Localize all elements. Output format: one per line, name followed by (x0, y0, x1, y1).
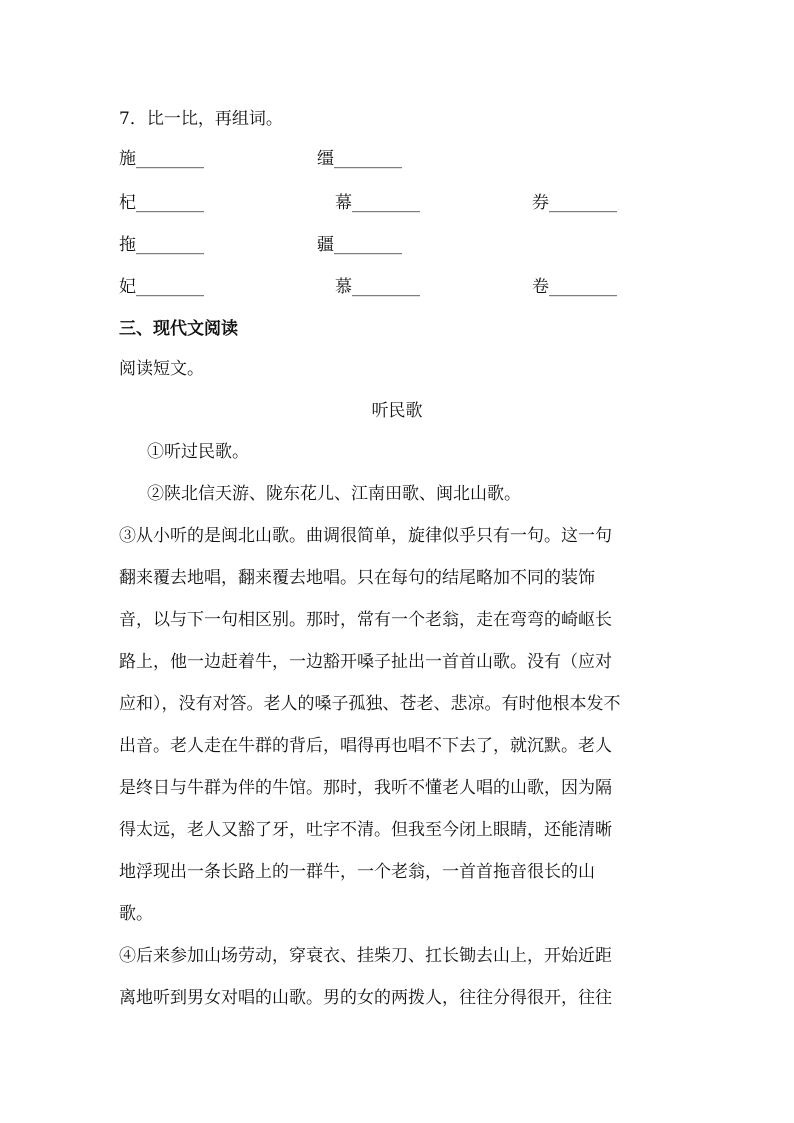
paragraph-3-line: 是终日与牛群为伴的牛馆。那时，我听不懂老人唱的山歌，因为隔 (119, 778, 612, 798)
reading-instruction: 阅读短文。 (119, 359, 204, 379)
paragraph-3-line: 音，以与下一句相区别。那时，常有一个老翁，走在弯弯的崎岖长 (119, 610, 612, 630)
paragraph-1: ①听过民歌。 (147, 442, 249, 462)
word-blank-qi: 杞________ (119, 193, 204, 213)
paragraph-3-line: 歌。 (119, 904, 153, 924)
paragraph-3-line: 地浮现出一条长路上的一群牛，一个老翁，一首首拖音很长的山 (119, 862, 595, 882)
paragraph-3-line: 翻来覆去地唱，翻来覆去地唱。只在每句的结尾略加不同的装饰 (119, 568, 595, 588)
paragraph-3-line: 出音。老人走在牛群的背后，唱得再也唱不下去了，就沉默。老人 (119, 736, 612, 756)
word-blank-shi: 施________ (119, 149, 204, 169)
paragraph-3-line: 路上，他一边赶着牛，一边豁开嗓子扯出一首首山歌。没有（应对 (119, 652, 612, 672)
word-blank-juan: 卷________ (532, 277, 617, 297)
article-title: 听民歌 (371, 401, 423, 421)
word-blank-tuo: 拖________ (119, 235, 204, 255)
paragraph-4-line: 离地听到男女对唱的山歌。男的女的两拨人，往往分得很开，往往 (119, 988, 612, 1008)
paragraph-3-line: ③从小听的是闽北山歌。曲调很简单，旋律似乎只有一句。这一句 (119, 526, 612, 546)
word-blank-mu2: 慕________ (335, 277, 420, 297)
paragraph-3-line: 得太远，老人又豁了牙，吐字不清。但我至今闭上眼睛，还能清晰 (119, 820, 612, 840)
paragraph-4-line: ④后来参加山场劳动，穿衰衣、挂柴刀、扛长锄去山上，开始近距 (119, 946, 612, 966)
paragraph-3-line: 应和），没有对答。老人的嗓子孤独、苍老、悲凉。有时他根本发不 (119, 694, 621, 714)
paragraph-2: ②陕北信天游、陇东花儿、江南田歌、闽北山歌。 (147, 484, 521, 504)
word-blank-quan: 券________ (532, 193, 617, 213)
section-3-heading: 三、现代文阅读 (119, 319, 238, 339)
word-blank-jiang2: 疆________ (317, 235, 402, 255)
question-7-heading: 7．比一比，再组词。 (119, 109, 283, 129)
word-blank-jiang: 缰________ (317, 149, 402, 169)
word-blank-mu: 幕________ (335, 193, 420, 213)
word-blank-fei: 妃________ (119, 277, 204, 297)
